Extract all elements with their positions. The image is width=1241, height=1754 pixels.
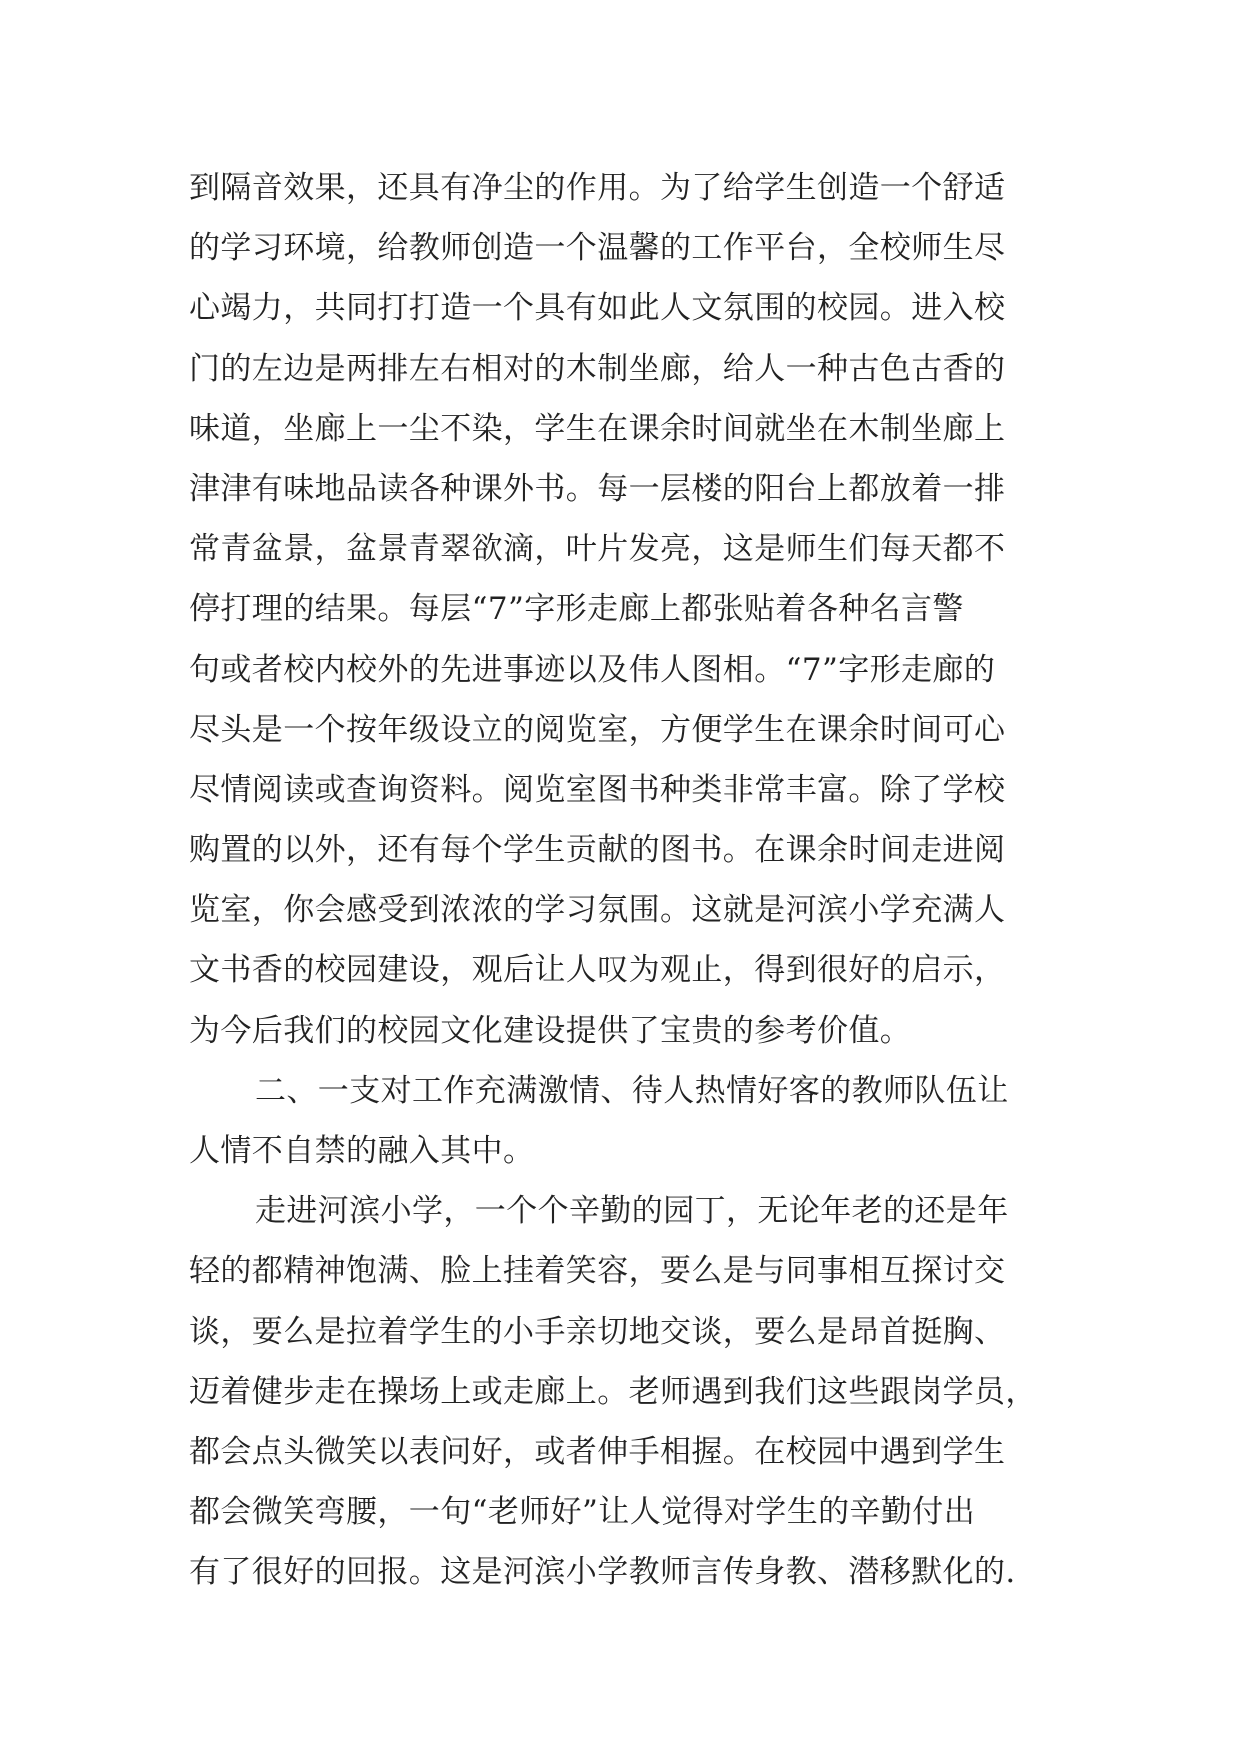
text-line: 为今后我们的校园文化建设提供了宝贵的参考价值。 — [189, 1012, 912, 1049]
text-line: 尽头是一个按年级设立的阅览室，方便学生在课余时间可心 — [189, 711, 1006, 748]
text-line: 的学习环境，给教师创造一个温馨的工作平台，全校师生尽 — [189, 230, 1006, 267]
text-line: 尽情阅读或查询资料。阅览室图书种类非常丰富。除了学校 — [189, 771, 1006, 808]
text-line: 谈，要么是拉着学生的小手亲切地交谈，要么是昂首挺胸、 — [189, 1313, 1006, 1350]
text-line: 购置的以外，还有每个学生贡献的图书。在课余时间走进阅 — [189, 832, 1006, 869]
text-line: 味道，坐廊上一尘不染，学生在课余时间就坐在木制坐廊上 — [189, 410, 1006, 447]
text-line: 文书香的校园建设，观后让人叹为观止，得到很好的启示， — [189, 952, 1006, 989]
text-line: 迈着健步走在操场上或走廊上。老师遇到我们这些跟岗学员， — [189, 1373, 1037, 1410]
text-line: 门的左边是两排左右相对的木制坐廊，给人一种古色古香的 — [189, 350, 1006, 387]
text-line: 到隔音效果，还具有净尘的作用。为了给学生创造一个舒适 — [189, 170, 1006, 206]
paragraph-start-line: 走进河滨小学，一个个辛勤的园丁，无论年老的还是年 — [255, 1193, 1009, 1230]
section-heading-line: 二、一支对工作充满激情、待人热情好客的教师队伍让 — [255, 1072, 1009, 1109]
text-line: 句或者校内校外的先进事迹以及伟人图相。“7”字形走廊的 — [189, 651, 996, 688]
text-line: 览室，你会感受到浓浓的学习氛围。这就是河滨小学充满人 — [189, 892, 1006, 929]
text-line: 都会微笑弯腰，一句“老师好”让人觉得对学生的辛勤付出 — [189, 1494, 976, 1531]
text-line: 常青盆景，盆景青翠欲滴，叶片发亮，这是师生们每天都不 — [189, 531, 1006, 568]
section-heading-line: 人情不自禁的融入其中。 — [189, 1133, 535, 1169]
text-line: 有了很好的回报。这是河滨小学教师言传身教、潜移默化的. — [189, 1554, 1016, 1591]
body-text — [189, 158, 1049, 1603]
text-line: 都会点头微笑以表问好，或者伸手相握。在校园中遇到学生 — [189, 1433, 1006, 1470]
text-line: 轻的都精神饱满、脸上挂着笑容，要么是与同事相互探讨交 — [189, 1253, 1006, 1290]
text-line: 心竭力，共同打打造一个具有如此人文氛围的校园。进入校 — [189, 290, 1006, 327]
text-line: 停打理的结果。每层“7”字形走廊上都张贴着各种名言警 — [189, 591, 964, 628]
text-line: 津津有味地品读各种课外书。每一层楼的阳台上都放着一排 — [189, 470, 1006, 507]
